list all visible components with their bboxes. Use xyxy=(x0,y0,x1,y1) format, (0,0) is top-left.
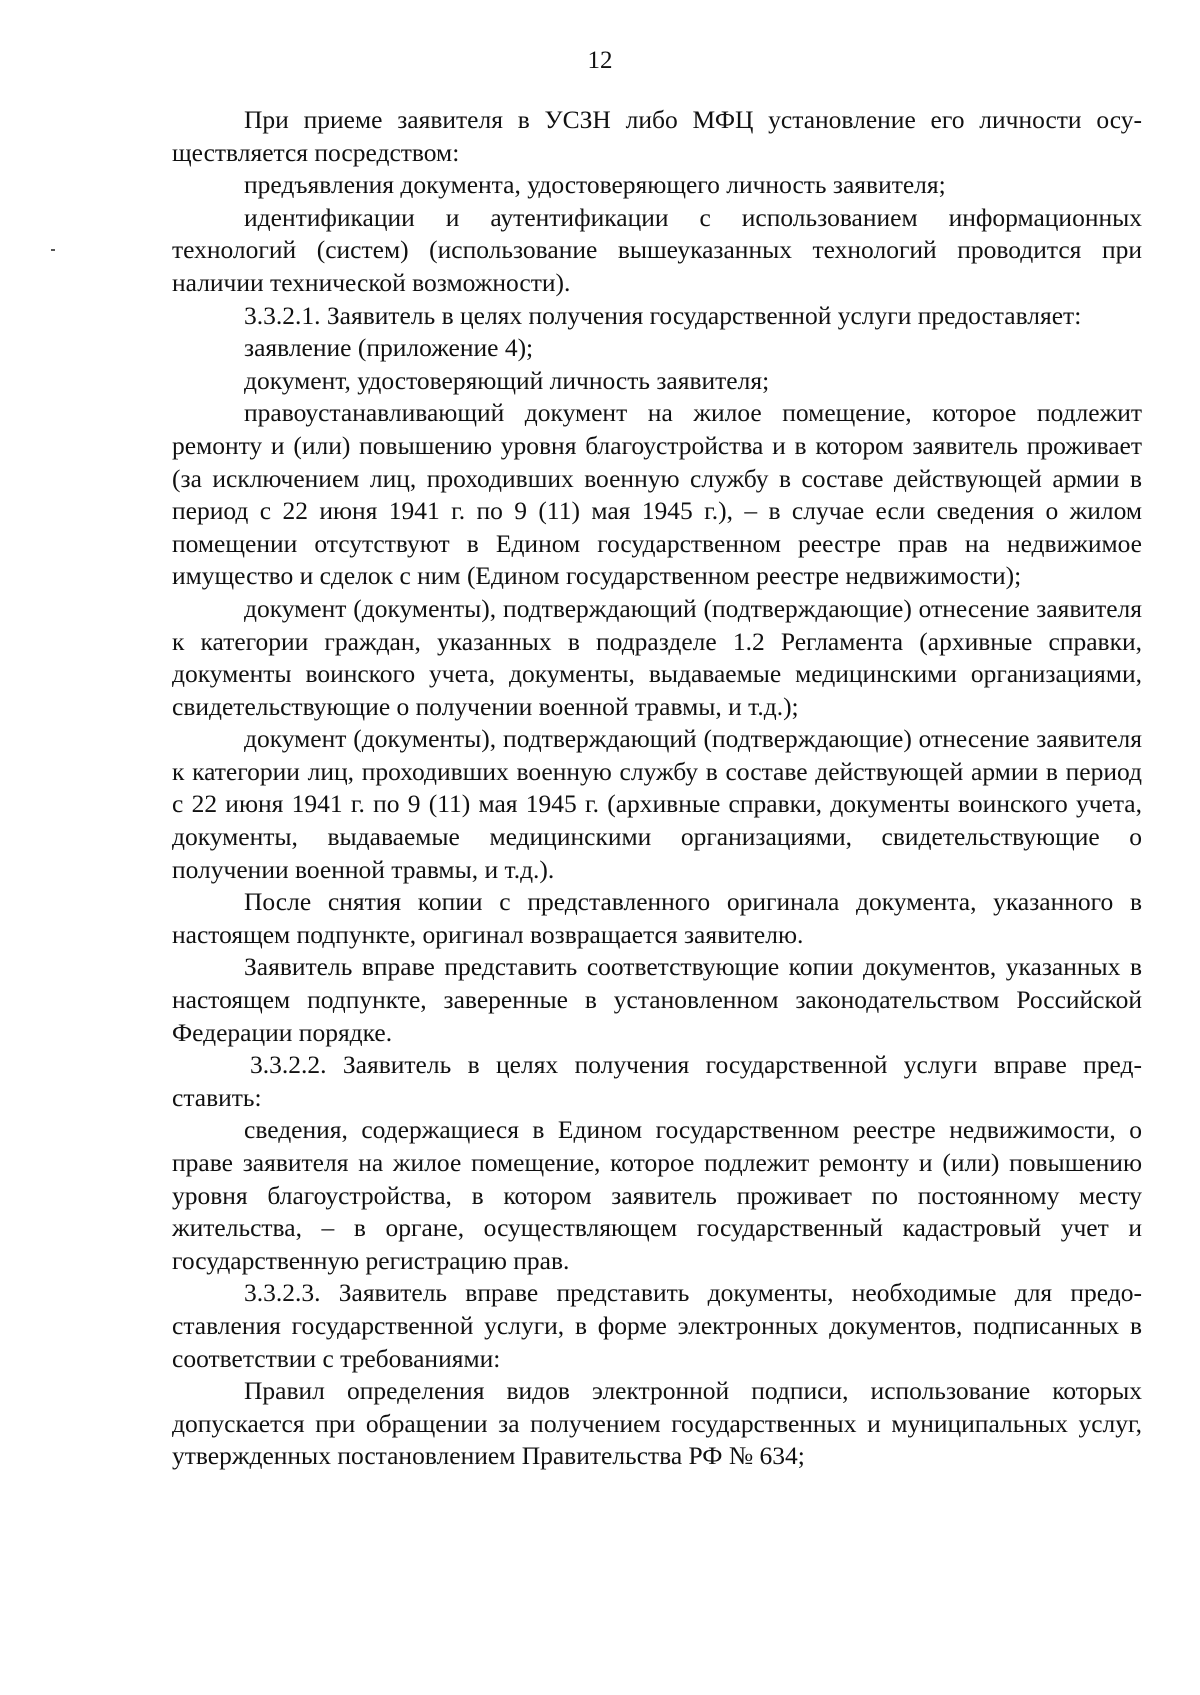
paragraph: 3.3.2.2. Заявитель в целях получения государственной услуги вправе представить: xyxy=(172,1050,1142,1112)
paragraph: предъявления документа, удостоверяющего личность заявителя; xyxy=(244,170,946,200)
paragraph: заявление (приложение 4); xyxy=(244,333,534,363)
paragraph: 3.3.2.3. Заявитель вправе представить документы, необходимые для предоставления государственной услуги, в форме электронных документов, подписанных в соответствии с требованиями: xyxy=(172,1278,1142,1373)
paragraph: При приеме заявителя в УСЗН либо МФЦ установление его личности осуществляется посредством: xyxy=(172,105,1142,167)
paragraph: документ (документы), подтверждающий (подтверждающие) отнесение заявителя к категории лиц, проходивших военную службу в составе действующей армии в период с 22 июня 1941 г. по 9 (11) мая 1945 г. (архивные справки, документы воинского учета, документы, выдаваемые медицинскими организациями, свидетельствующие о получении военной травмы, и т.д.). xyxy=(172,724,1142,884)
document-body xyxy=(172,104,1142,1473)
paragraph: сведения, содержащиеся в Едином государственном реестре недвижимости, о праве заявителя на жилое помещение, которое подлежит ремонту и (или) повышению уровня благоустройства, в котором заявитель проживает по постоянному месту жительства, – в органе, осуществляющем государственный кадастровый учет и государственную регистрацию прав. xyxy=(172,1115,1142,1275)
paragraph: После снятия копии с представленного оригинала документа, указанного в настоящем подпункте, оригинал возвращается заявителю. xyxy=(172,887,1142,949)
paragraph: Заявитель вправе представить соответствующие копии документов, указанных в настоящем подпункте, заверенные в установленном законодательством Российской Федерации порядке. xyxy=(172,952,1142,1047)
scan-speck xyxy=(51,249,55,251)
paragraph: Правил определения видов электронной подписи, использование которых допускается при обращении за получением государственных и муниципальных услуг, утвержденных постановлением Правительства РФ № 634; xyxy=(172,1376,1142,1471)
paragraph: идентификации и аутентификации с использованием информационных технологий (систем) (использование вышеуказанных технологий проводится при наличии технической возможности). xyxy=(172,202,1142,297)
paragraph: документ, удостоверяющий личность заявителя; xyxy=(244,365,770,395)
paragraph: 3.3.2.1. Заявитель в целях получения государственной услуги предоставляет: xyxy=(244,300,1082,330)
page-number: 12 xyxy=(587,47,613,74)
paragraph: правоустанавливающий документ на жилое помещение, которое подлежит ремонту и (или) повышению уровня благоустройства и в котором заявитель проживает (за исключением лиц, проходивших военную службу в составе действующей армии в период с 22 июня 1941 г. по 9 (11) мая 1945 г.), – в случае если сведения о жилом помещении отсутствуют в Едином государственном реестре прав на недвижимое имущество и сделок с ним (Едином государственном реестре недвижимости); xyxy=(172,398,1142,591)
paragraph: документ (документы), подтверждающий (подтверждающие) отнесение заявителя к категории граждан, указанных в подразделе 1.2 Регламента (архивные справки, документы воинского учета, документы, выдаваемые медицинскими организациями, свидетельствующие о получении военной травмы, и т.д.); xyxy=(172,593,1142,721)
